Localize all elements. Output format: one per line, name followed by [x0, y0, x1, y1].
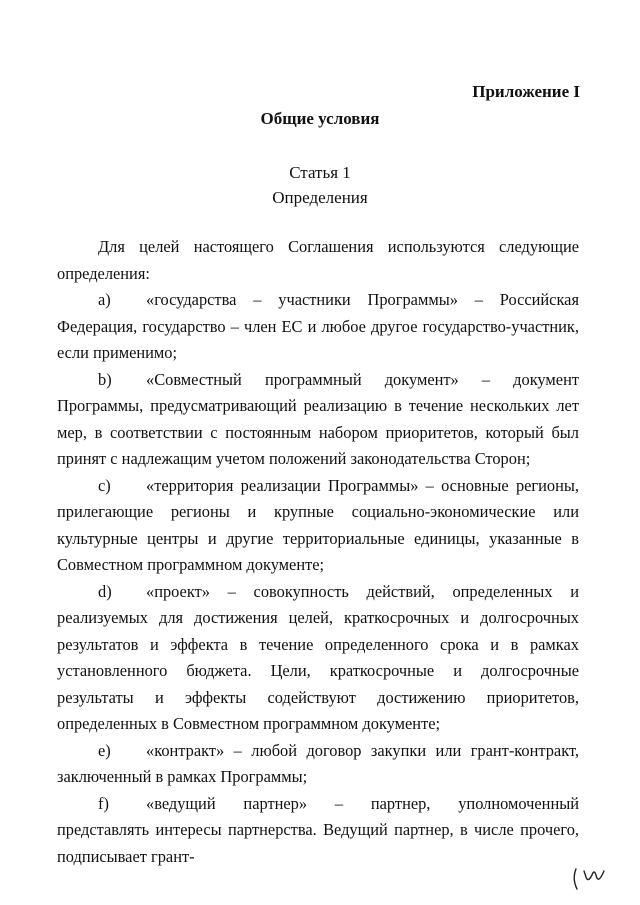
item-text: «государства – участники Программы» – Российская Федерация, государство – член ЕС и любое другое государство-участник, если применимо; — [57, 290, 579, 362]
item-marker: e) — [98, 740, 111, 760]
definitions-body — [57, 234, 579, 870]
general-conditions-title: Общие условия — [260, 109, 380, 128]
definition-item-e — [57, 738, 579, 791]
item-text: «Совместный программный документ» – документ Программы, предусматривающий реализацию в течение нескольких лет мер, в соответствии с постоянным набором приоритетов, который был принят с надлежащим учетом положений законодательства Сторон; — [57, 369, 579, 468]
item-marker: b) — [98, 369, 112, 389]
article-title: Определения — [272, 188, 368, 207]
item-marker: f) — [98, 793, 109, 813]
item-text: «контракт» – любой договор закупки или грант-контракт, заключенный в рамках Программы; — [57, 740, 579, 786]
definition-item-c — [57, 473, 579, 579]
definition-item-f — [57, 791, 579, 871]
item-text: «ведущий партнер» – партнер, уполномоченный представлять интересы партнерства. Ведущий партнер, в числе прочего, подписывает грант- — [57, 793, 579, 866]
item-marker: c) — [98, 475, 111, 495]
definition-item-a — [57, 287, 579, 367]
definition-item-b — [57, 367, 579, 473]
item-marker: d) — [98, 581, 112, 601]
handwritten-mark-icon — [570, 863, 612, 893]
item-text: «территория реализации Программы» – основные регионы, прилегающие регионы и крупные социально-экономические или культурные центры и другие территориальные единицы, указанные в Совместном программном документе; — [57, 475, 579, 574]
item-text: «проект» – совокупность действий, определенных и реализуемых для достижения целей, краткосрочных и долгосрочных результатов и эффекта в течение определенного срока и в рамках установленного бюджета. Цели, краткосрочные и долгосрочные результаты и эффекты содействуют достижению приоритетов, определенных в Совместном программном документе; — [57, 581, 579, 733]
definition-item-d — [57, 579, 579, 738]
article-number: Статья 1 — [289, 163, 351, 182]
appendix-label: Приложение I — [472, 82, 580, 101]
item-marker: a) — [98, 290, 111, 309]
intro-paragraph: Для целей настоящего Соглашения используются следующие определения: — [57, 237, 579, 283]
